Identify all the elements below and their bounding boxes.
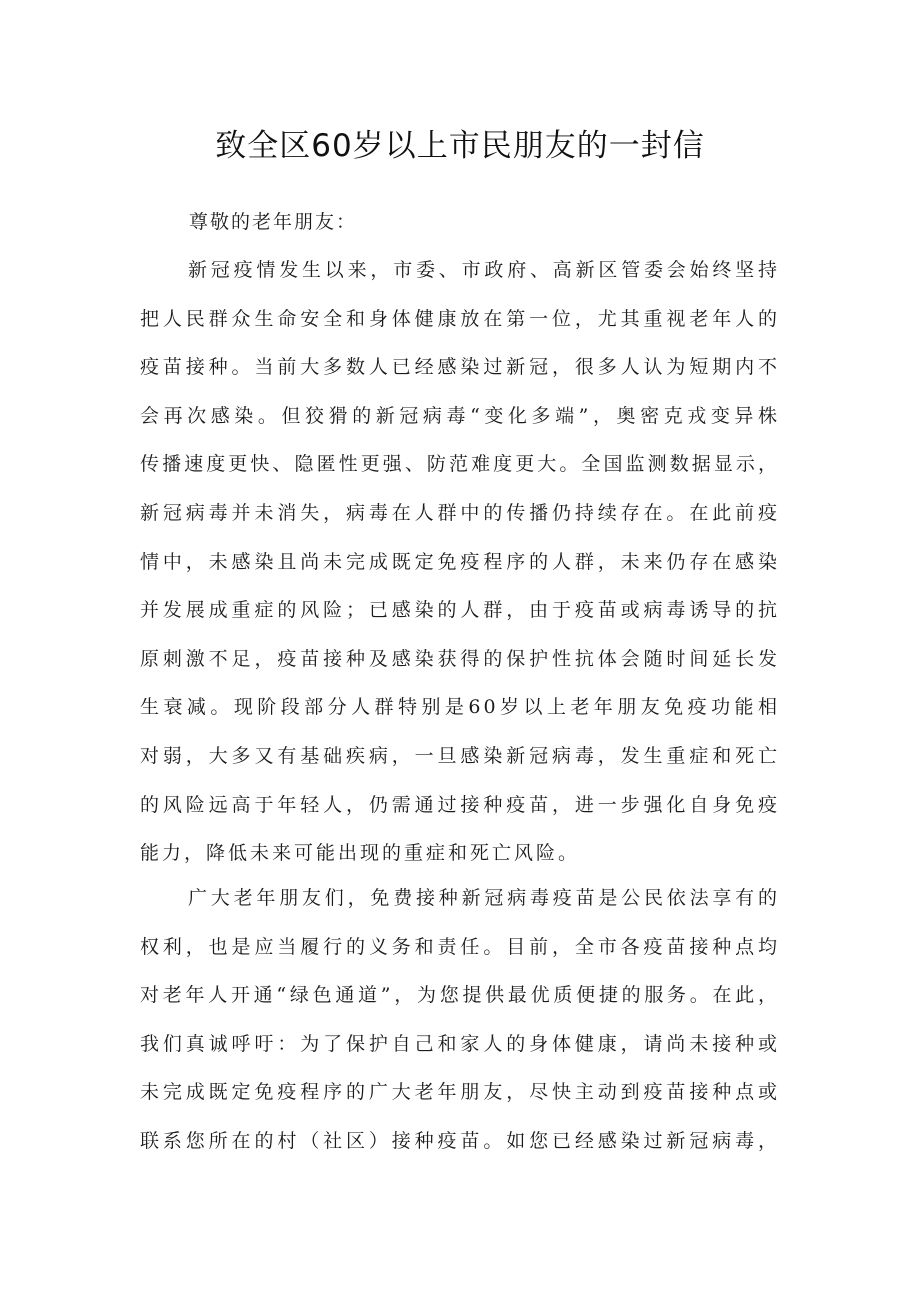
paragraph-line: 广大老年朋友们，免费接种新冠病毒疫苗是公民依法享有的 bbox=[188, 887, 780, 909]
paragraph-line: 联系您所在的村（社区）接种疫苗。如您已经感染过新冠病毒， bbox=[140, 1129, 780, 1152]
paragraph-1 bbox=[140, 246, 780, 878]
paragraph-line: 我们真诚呼吁：为了保护自己和家人的身体健康，请尚未接种或 bbox=[140, 1032, 780, 1055]
paragraph-line: 权利，也是应当履行的义务和责任。目前，全市各疫苗接种点均 bbox=[140, 935, 780, 958]
paragraph-line: 新冠疫情发生以来，市委、市政府、高新区管委会始终坚持 bbox=[188, 259, 780, 281]
paragraph-line: 会再次感染。但狡猾的新冠病毒“变化多端”，奥密克戎变异株 bbox=[140, 404, 780, 427]
paragraph-line: 新冠病毒并未消失，病毒在人群中的传播仍持续存在。在此前疫 bbox=[140, 501, 780, 524]
paragraph-2 bbox=[140, 874, 780, 1166]
paragraph-line: 疫苗接种。当前大多数人已经感染过新冠，很多人认为短期内不 bbox=[140, 356, 780, 379]
paragraph-line: 对弱，大多又有基础疾病，一旦感染新冠病毒，发生重症和死亡 bbox=[140, 744, 780, 767]
paragraph-line: 情中，未感染且尚未完成既定免疫程序的人群，未来仍存在感染 bbox=[140, 550, 780, 573]
paragraph-line: 未完成既定免疫程序的广大老年朋友，尽快主动到疫苗接种点或 bbox=[140, 1081, 780, 1104]
paragraph-line: 生衰减。现阶段部分人群特别是60岁以上老年朋友免疫功能相 bbox=[140, 696, 780, 719]
paragraph-line: 原刺激不足，疫苗接种及感染获得的保护性抗体会随时间延长发 bbox=[140, 647, 780, 670]
paragraph-line: 并发展成重症的风险；已感染的人群，由于疫苗或病毒诱导的抗 bbox=[140, 599, 780, 622]
salutation: 尊敬的老年朋友： bbox=[189, 211, 358, 233]
paragraph-line: 传播速度更快、隐匿性更强、防范难度更大。全国监测数据显示， bbox=[140, 453, 780, 476]
paragraph-line: 对老年人开通“绿色通道”，为您提供最优质便捷的服务。在此， bbox=[140, 984, 780, 1007]
letter-title: 致全区60岁以上市民朋友的一封信 bbox=[215, 128, 705, 164]
paragraph-line: 的风险远高于年轻人，仍需通过接种疫苗，进一步强化自身免疫 bbox=[140, 793, 780, 816]
paragraph-line: 把人民群众生命安全和身体健康放在第一位，尤其重视老年人的 bbox=[140, 307, 780, 330]
paragraph-line: 能力，降低未来可能出现的重症和死亡风险。 bbox=[140, 842, 581, 865]
